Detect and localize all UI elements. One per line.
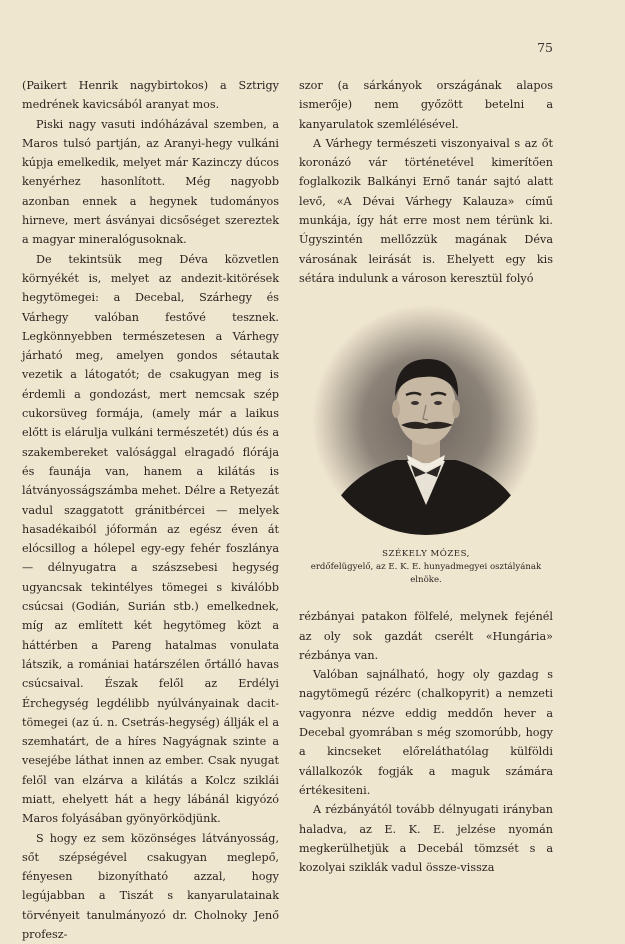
- caption-name: SZÉKELY MÓZES,: [382, 549, 470, 560]
- paragraph: Piski nagy vasuti indóházával szemben, a Maros tulsó partján, az Aranyi-hegy vulkáni kúpja emelkedik, melyet már Kazinczy dúcos kenyérhez hasonlított. Még nagyobb azonban ennek a hegynek tudományos hirneve, mert ásványai dicsőséget szereztek a magyar mineralógusoknak.: [22, 117, 279, 247]
- right-column: [299, 76, 553, 877]
- paragraph: A Várhegy természeti viszonyaival s az őt koronázó vár történetével kimerítően foglalkozik Balkányi Ernő tanár sajtó alatt levő, «A Dévai Várhegy Kalauza» című munkája, így hát erre most nem térünk ki. Úgyszintén mellőzzük magának Déva városának leirását is. Ehelyett egy kis sétára indulunk a városon keresztül folyó: [299, 136, 553, 285]
- portrait-photo-icon: [311, 305, 541, 537]
- paragraph: szor (a sárkányok országának alapos ismerője) nem győzött betelni a kanyarulatok szemlélésével.: [299, 79, 553, 131]
- paragraph: (Paikert Henrik nagybirtokos) a Sztrigy medrének kavicsából aranyat mos.: [22, 79, 279, 112]
- page-number: 75: [537, 40, 553, 55]
- caption-role: erdőfelügyelő, az E. K. E. hunyadmegyei osztályának elnöke.: [310, 562, 542, 586]
- paragraph: rézbányai patakon fölfelé, melynek fejénél az oly sok gazdát cserélt «Hungária» rézbánya van.: [299, 610, 553, 662]
- left-column: [22, 76, 279, 944]
- paragraph: A rézbányától tovább délnyugati irányban haladva, az E. K. E. jelzése nyomán megkerülhetjük a Decebál tömzsét s a kozolyai sziklák vadul össze-vissza: [299, 803, 553, 875]
- paragraph: Valóban sajnálható, hogy oly gazdag s nagytömegű rézérc (chalkopyrit) a nemzeti vagyonra nézve eddig meddőn hever a Decebal gyomrában s még szomorúbb, hogy a kincseket előreláthatólag külföldi vállalkozók fogják a maguk számára értékesiteni.: [299, 668, 553, 797]
- paragraph: De tekintsük meg Déva közvetlen környékét is, melyet az andezit-kitörések hegytömegei: a Decebal, Szárhegy és Várhegy valóban festővé tesznek. Legkönnyebben természetesen a Várhegy járható meg, amelyen gondos sétautak vezetik a látogatót; de csakugyan meg is érdemli a gondozást, mert nemcsak szép cukorsüveg formája, (amely már a laikus előtt is elárulja vulkáni természetét) dús és a szakembereket valósággal elragadó flórája és faunája van, hanem a kilátás is látványosságszámba mehet. Délre a Retyezát vadul szaggatott gránitbércei — melyek hasadékaiból jóformán az egész éven át elócsillog a hólepel egy-egy fehér foszlánya — délnyugatra a szászsebesi hegység ugyancsak tekintélyes tömegei s kiválóbb csúcsai (Godián, Surián stb.) emelkednek, míg az említett két hegytömeg közt a háttérben a Pareng hatalmas vonulata látszik, a romániai határszélen őrtálló havas csúcsaival. Észak felől az Erdélyi Érchegység legdélibb nyúlványainak dacit-tömegei (az ú. n. Csetrás-hegység) állják el a szemhatárt, de a híres Nagyágnak szinte a vesejébe láthat innen az ember. Csak nyugat felől van elzárva a kilátás a Kolcz sziklái miatt, ehelyett hát a hegy lábánál kigyózó Maros folyásában gyönyörködjünk.: [22, 252, 279, 826]
- paragraph: S hogy ez sem közönséges látványosság, sőt szépségével csakugyan meglepő, fényesen bizonyítható azzal, hogy legújabban a Tiszát s kanyarulatainak törvényeit tanulmányozó dr. Cholnoky Jenő profesz-: [22, 831, 279, 942]
- portrait-photo: [299, 302, 553, 540]
- portrait-caption: [299, 548, 553, 587]
